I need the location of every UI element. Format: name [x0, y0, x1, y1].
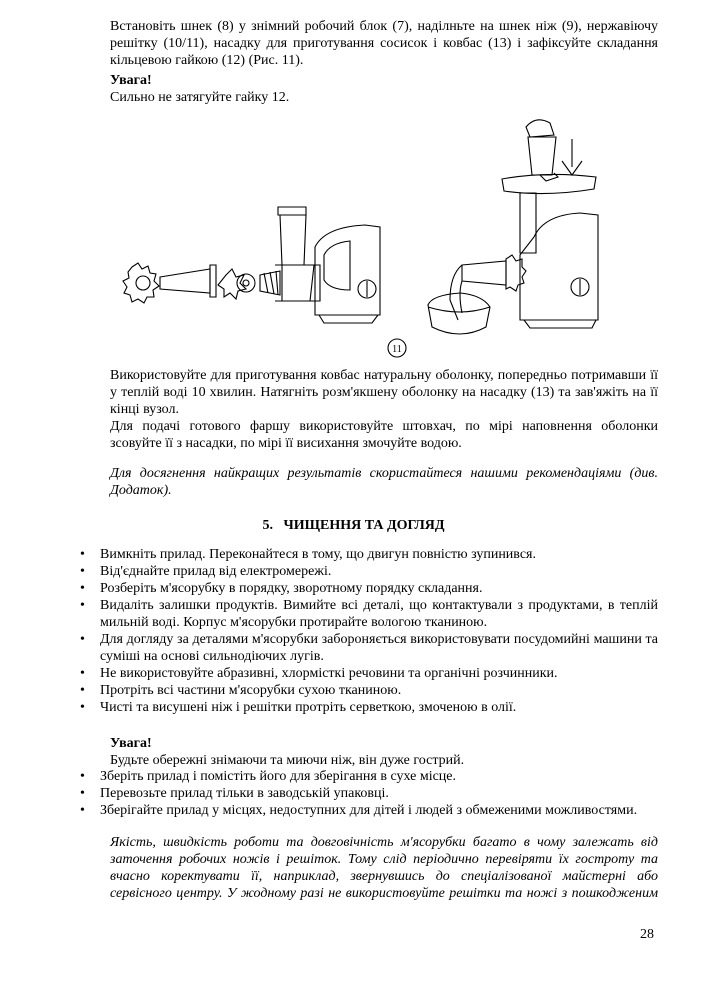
- list-item: • Протріть всі частини м'ясорубки сухою тканиною.: [80, 682, 658, 699]
- storage-steps-list: [80, 768, 658, 819]
- list-item: • Зберіть прилад і помістіть його для зберігання в сухе місце.: [80, 768, 658, 785]
- sausage-para-2: Для подачі готового фаршу використовуйте штовхач, по мірі наповнення оболонки зсовуйте її з насадки, по мірі її висихання змочуйте водою.: [110, 419, 658, 451]
- list-item: • Зберігайте прилад у місцях, недоступних для дітей і людей з обмеженими можливостями.: [80, 802, 658, 819]
- list-item: • Чисті та висушені ніж і решітки протріть серветкою, змоченою в олії.: [80, 699, 658, 716]
- cleaning-steps-list: [80, 546, 658, 716]
- caution-text: Будьте обережні знімаючи та миючи ніж, він дуже гострий.: [110, 753, 465, 768]
- list-item: • Видаліть залишки продуктів. Вимийте всі деталі, що контактували з продуктами, в теплій мильній воді. Корпус м'ясорубки протирайте вологою тканиною.: [80, 597, 658, 631]
- page-number: 28: [640, 927, 654, 942]
- list-item: • Розберіть м'ясорубку в порядку, зворотному порядку складання.: [80, 580, 658, 597]
- section-number: 5.: [262, 518, 273, 533]
- caution-label: Увага!: [110, 736, 152, 751]
- list-item: • Вимкніть прилад. Переконайтеся в тому, що двигун повністю зупинився.: [80, 546, 658, 563]
- list-item: • Перевозьте прилад тільки в заводській упаковці.: [80, 785, 658, 802]
- sausage-filling-drawing: [428, 120, 598, 334]
- list-item: • Для догляду за деталями м'ясорубки забороняється використовувати посудомийні машини та суміші на основі сильнодіючих лугів.: [80, 631, 658, 665]
- section-heading: [0, 517, 707, 534]
- assembly-instruction: Встановіть шнек (8) у знімний робочий блок (7), наділньте на шнек ніж (9), нержавіючу решітку (10/11), насадку для приготування сосисок і ковбас (13) і зафіксуйте складання кільцевою гайкою (12) (Рис. 11).: [110, 19, 658, 68]
- warning-label: Увага!: [110, 73, 152, 88]
- warning-text: Сильно не затягуйте гайку 12.: [110, 90, 290, 105]
- list-item: • Не використовуйте абразивні, хлормісткі речовини та органічні розчинники.: [80, 665, 658, 682]
- figure-11-meat-grinder: [110, 115, 610, 360]
- figure-label: 11: [392, 344, 402, 355]
- closing-paragraph: Якість, швидкість роботи та довговічність м'ясорубки багато в чому залежать від заточення робочих ножів і решіток. Тому слід періодично перевіряти їх гостроту та вчасно коректувати її, наприклад, звернувшись до спеціалізованої майстерні або сервісного центру. У жодному разі не використовуйте решітки та ножі з пошкодженим: [110, 835, 658, 901]
- sausage-para-1: Використовуйте для приготування ковбас натуральну оболонку, попередньо потримавши її у теплій воді 10 хвилин. Натягніть розм'якшену оболонку на насадку (13) та зав'яжіть на її кінці вузол.: [110, 368, 658, 417]
- section-title: ЧИЩЕННЯ ТА ДОГЛЯД: [283, 518, 445, 533]
- list-item: • Від'єднайте прилад від електромережі.: [80, 563, 658, 580]
- exploded-assembly-drawing: [123, 207, 380, 323]
- sausage-tip: Для досягнення найкращих результатів скористайтеся нашими рекомендаціями (див. Додаток).: [110, 466, 658, 498]
